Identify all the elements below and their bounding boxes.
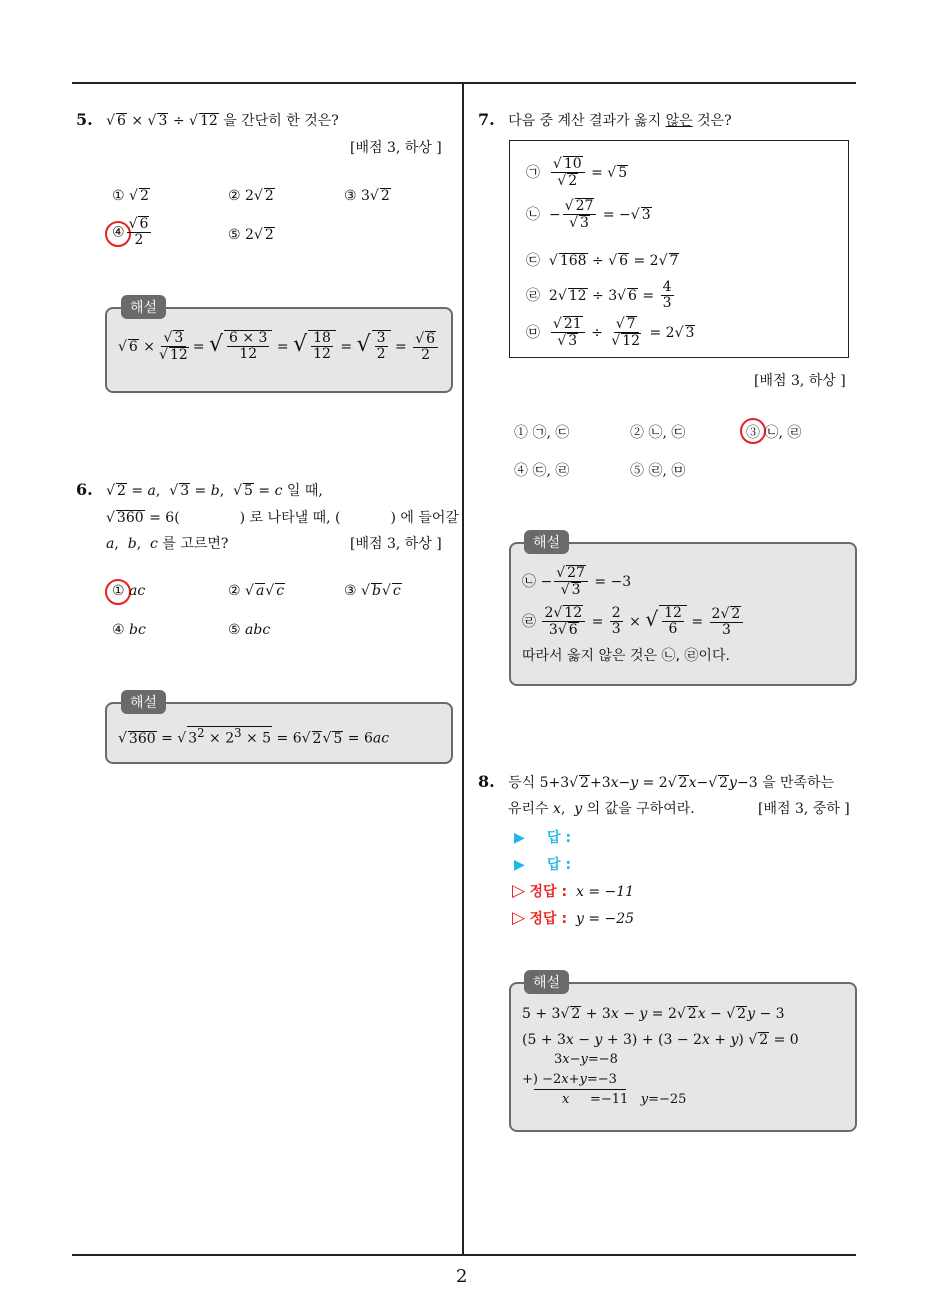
q5-meta: [배점 3, 하상 ]	[350, 140, 442, 156]
q8-explanation-tag: 해설	[524, 970, 569, 994]
q7-explanation-line1: ㉡ − $\frac{√ 27}{√ 3}$ = −3	[522, 565, 632, 599]
q8-answer-label-1: 답 :	[547, 830, 572, 846]
q8-answer-line-1[interactable]	[514, 827, 571, 847]
q8-explanation-line1: 5 + 3√ 2 + 3x − y = 2√ 2x − √ 2y − 3	[522, 1006, 785, 1022]
q8-explanation-line2: (5 + 3x − y + 3) + (3 − 2x + y) √ 2 = 0	[522, 1032, 799, 1048]
q7-item-2-label: ㉡	[526, 206, 540, 223]
q8-explanation-line5: x =−11 y=−25	[562, 1092, 687, 1107]
q8-stem-line1: 8. 등식 5+3√ 2+3x−y = 2√ 2x−√ 2y−3 을 만족하는	[478, 772, 835, 791]
q7-choice-3-val: ㉡, ㉣	[764, 425, 802, 441]
q8-text-a: 등식	[508, 775, 536, 791]
q5-number: 5.	[76, 110, 93, 129]
q8-correct-label-1: 정답 :	[529, 884, 568, 900]
q5-explanation-math: √ 6 × $\frac{√ 3}{√ 12}$ = √ $\frac{6 \times 3}{12}$ = √ $\frac{18}{12}$ = √ $\frac{3}{2}$ = $\frac{√ 6}{2}$	[118, 330, 440, 364]
play-icon: ▶	[514, 857, 525, 873]
q8-answer-label-2: 답 :	[547, 857, 572, 873]
q8-number: 8.	[478, 772, 495, 791]
q7-explanation-line2: ㉣ $\frac{2√ 12}{3√ 6}$ = $\frac{2}{3}$ × √ $\frac{12}{6}$ = $\frac{2√ 2}{3}$	[522, 605, 745, 639]
q5-stem: 5. √ 6 × √ 3 ÷ √ 12 을 간단히 한 것은?	[76, 110, 339, 129]
q8-stem-line2: 유리수 x, y 의 값을 구하여라.	[508, 801, 695, 817]
q5-choice-4[interactable]: ④ $\frac{√ 6}{2}$	[112, 216, 153, 249]
q7-explanation-conclusion: 따라서 옳지 않은 것은 ㉡, ㉣이다.	[522, 648, 730, 664]
q8-text-d: 의 값을 구하여라.	[586, 801, 695, 817]
page-number: 2	[456, 1266, 468, 1287]
q6-choice-5[interactable]: ⑤ abc	[228, 622, 271, 638]
q6-choice-3[interactable]: ③ √ b√ c	[344, 583, 401, 599]
play-outline-icon: ▷	[512, 881, 526, 901]
q8-correct-x: x = −11	[575, 884, 635, 900]
q7-item-1: ㉠ $\frac{√ 10}{√ 2}$ = √ 5	[526, 156, 628, 190]
bottom-rule	[72, 1254, 856, 1256]
q6-explanation-math: √ 360 = √ $3^2 \times 2^3 \times 5 = 6√$ 2√ 5 = 6ac	[118, 726, 390, 747]
q6-explanation-tag: 해설	[121, 690, 166, 714]
q7-choice-4[interactable]: ④ ㉢, ㉣	[514, 463, 570, 479]
q7-text-underline: 않은	[665, 113, 693, 129]
q7-item-1-label: ㉠	[526, 164, 540, 181]
q7-item-5: ㉤ $\frac{√ 21}{√ 3}$ ÷ $\frac{√ 7}{√ 12}$ = 2√ 3	[526, 316, 695, 350]
q7-item-3: ㉢ √ 168 ÷ √ 6 = 2√ 7	[526, 253, 679, 269]
top-rule	[72, 82, 856, 84]
q6-number: 6.	[76, 480, 93, 499]
q8-text-b: 을 만족하는	[762, 775, 835, 791]
q8-correct-y: y = −25	[575, 911, 635, 927]
q7-item-3-label: ㉢	[526, 253, 540, 269]
q5-choice-2[interactable]: ② 2√ 2	[228, 188, 274, 204]
q6-choice-4[interactable]: ④ bc	[112, 622, 146, 638]
q7-item-4-label: ㉣	[526, 287, 540, 304]
q7-item-4: ㉣ 2√ 12 ÷ 3√ 6 = $\frac{4}{3}$	[526, 279, 672, 312]
q6-text-1: 일 때,	[286, 483, 323, 499]
q5-text: 을 간단히 한 것은?	[223, 113, 339, 129]
q7-item-2: ㉡ − $\frac{√ 27}{√ 3}$ = −√ 3	[526, 198, 651, 232]
q7-text-a: 다음 중 계산 결과가 옳지	[508, 113, 666, 129]
q8-explanation-line3: 3x−y=−8	[554, 1052, 618, 1067]
q5-choice-3[interactable]: ③ 3√ 2	[344, 188, 390, 204]
q8-answer-line-2[interactable]	[514, 854, 571, 874]
q6-text-2b: ) 에 들어갈	[390, 510, 459, 526]
q7-choice-5[interactable]: ⑤ ㉣, ㉤	[630, 463, 686, 479]
q6-choice-2[interactable]: ② √ a√ c	[228, 583, 285, 599]
q8-correct-line-1	[512, 881, 634, 901]
q7-choice-3-num: ③	[746, 425, 760, 441]
q6-meta: [배점 3, 하상 ]	[350, 536, 442, 552]
q8-correct-line-2	[512, 908, 634, 928]
q5-choice-1[interactable]: ① √ 2	[112, 188, 149, 204]
column-divider	[462, 83, 464, 1255]
q8-explanation-line4: +) −2x+y=−3	[522, 1072, 617, 1087]
q7-choice-2[interactable]: ② ㉡, ㉢	[630, 425, 686, 441]
q6-stem-line3: a, b, c 를 고르면?	[106, 536, 229, 552]
q6-stem-line1: 6. √ 2 = a, √ 3 = b, √ 5 = c 일 때,	[76, 480, 323, 499]
q7-item-5-label: ㉤	[526, 324, 540, 341]
play-icon: ▶	[514, 830, 525, 846]
q6-text-3: 를 고르면?	[162, 536, 229, 552]
q7-choice-3[interactable]	[746, 422, 801, 442]
q8-correct-label-2: 정답 :	[529, 911, 568, 927]
q6-choice-1[interactable]: ① ac	[112, 583, 146, 599]
q8-text-c: 유리수	[508, 801, 549, 817]
q7-number: 7.	[478, 110, 495, 129]
q5-choice-5[interactable]: ⑤ 2√ 2	[228, 227, 274, 243]
q8-meta: [배점 3, 중하 ]	[758, 801, 850, 817]
q7-choice-1[interactable]: ① ㉠, ㉢	[514, 425, 570, 441]
q5-explanation-tag: 해설	[121, 295, 166, 319]
play-outline-icon: ▷	[512, 908, 526, 928]
q7-stem	[478, 110, 732, 130]
q6-text-2a: 로 나타낼 때, (	[249, 510, 341, 526]
q7-meta: [배점 3, 하상 ]	[754, 373, 846, 389]
q6-stem-line2: √ 360 = 6( ) 로 나타낼 때, ( ) 에 들어갈	[106, 510, 459, 526]
q8-explanation-rule	[534, 1089, 626, 1090]
q7-explanation-tag: 해설	[524, 530, 569, 554]
q7-text-b: 것은?	[692, 113, 732, 129]
